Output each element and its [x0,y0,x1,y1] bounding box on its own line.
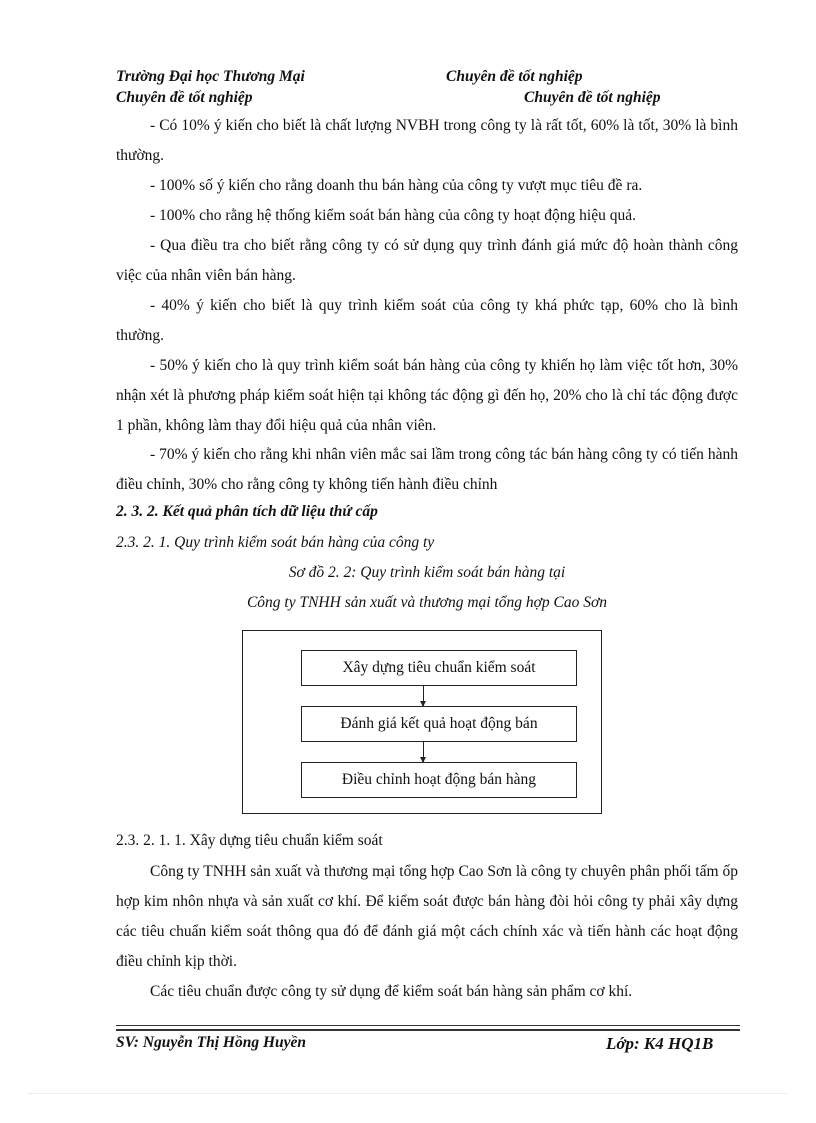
step-evaluate-results: Đánh giá kết quả hoạt động bán [301,706,577,742]
subsection-heading: 2.3. 2. 1. Quy trình kiểm soát bán hàng của công ty [116,534,435,551]
body-paragraph-standards: Các tiêu chuẩn được công ty sử dụng để kiểm soát bán hàng sản phẩm cơ khí. [150,983,633,1000]
diagram-caption-line1: Sơ đồ 2. 2: Quy trình kiểm soát bán hàng tại [288,564,566,581]
header-doc-type-right: Chuyên đề tốt nghiệp [524,89,661,106]
footer-student-name: SV: Nguyễn Thị Hồng Huyền [116,1034,307,1051]
header-doc-type-left: Chuyên đề tốt nghiệp [116,89,253,106]
process-diagram [242,630,602,814]
body-paragraph-company: Công ty TNHH sản xuất và thương mại tổng hợp Cao Sơn là công ty chuyên phân phối tấm ốp hợp kim nhôn nhựa và sản xuất cơ khí. Để kiểm soát được bán hàng đòi hỏi công ty phải xây dựng các tiêu chuẩn kiểm soát thông qua đó để đánh giá một cách chính xác và tiến hành các hoạt động điều chỉnh kịp thời. [116,863,738,970]
bullet-effect: - 50% ý kiến cho là quy trình kiểm soát bán hàng của công ty khiến họ làm việc tốt hơn, 30% nhận xét là phương pháp kiểm soát hiện tại không tác động gì đến họ, 20% cho là chỉ tác động được 1 phần, không làm thay đổi hiệu quả của nhân viên. [116,357,738,434]
header-school-name: Trường Đại học Thương Mại [116,68,305,85]
arrow-down-icon [423,742,424,762]
bullet-quality: - Có 10% ý kiến cho biết là chất lượng NVBH trong công ty là rất tốt, 60% là tốt, 30% là bình thường. [116,117,738,164]
step-adjust-activities: Điều chỉnh hoạt động bán hàng [301,762,577,798]
section-heading: 2. 3. 2. Kết quả phân tích dữ liệu thứ cấp [116,503,378,520]
bullet-evaluation: - Qua điều tra cho biết rằng công ty có sử dụng quy trình đánh giá mức độ hoàn thành công việc của nhân viên bán hàng. [116,237,738,284]
bullet-adjustment: - 70% ý kiến cho rằng khi nhân viên mắc sai lầm trong công tác bán hàng công ty có tiến hành điều chỉnh, 30% cho rằng công ty không tiến hành điều chỉnh [116,446,738,493]
footer-rule-thin [116,1025,740,1026]
bullet-control-system: - 100% cho rằng hệ thống kiểm soát bán hàng của công ty hoạt động hiệu quả. [150,207,636,224]
page-edge-dotted [28,1093,788,1094]
arrow-down-icon [423,686,424,706]
footer-rule-thick [116,1029,740,1031]
step-build-standards: Xây dựng tiêu chuẩn kiểm soát [301,650,577,686]
bullet-revenue: - 100% số ý kiến cho rằng doanh thu bán hàng của công ty vượt mục tiêu đề ra. [150,177,643,194]
diagram-caption-line2: Công ty TNHH sản xuất và thương mại tổng hợp Cao Sơn [246,594,608,611]
bullet-complexity: - 40% ý kiến cho biết là quy trình kiểm soát của công ty khá phức tạp, 60% cho là bình thường. [116,297,738,344]
footer-class: Lớp: K4 HQ1B [606,1034,714,1053]
sub-subsection-heading: 2.3. 2. 1. 1. Xây dựng tiêu chuẩn kiểm soát [116,832,383,849]
header-doc-type: Chuyên đề tốt nghiệp [446,68,583,85]
